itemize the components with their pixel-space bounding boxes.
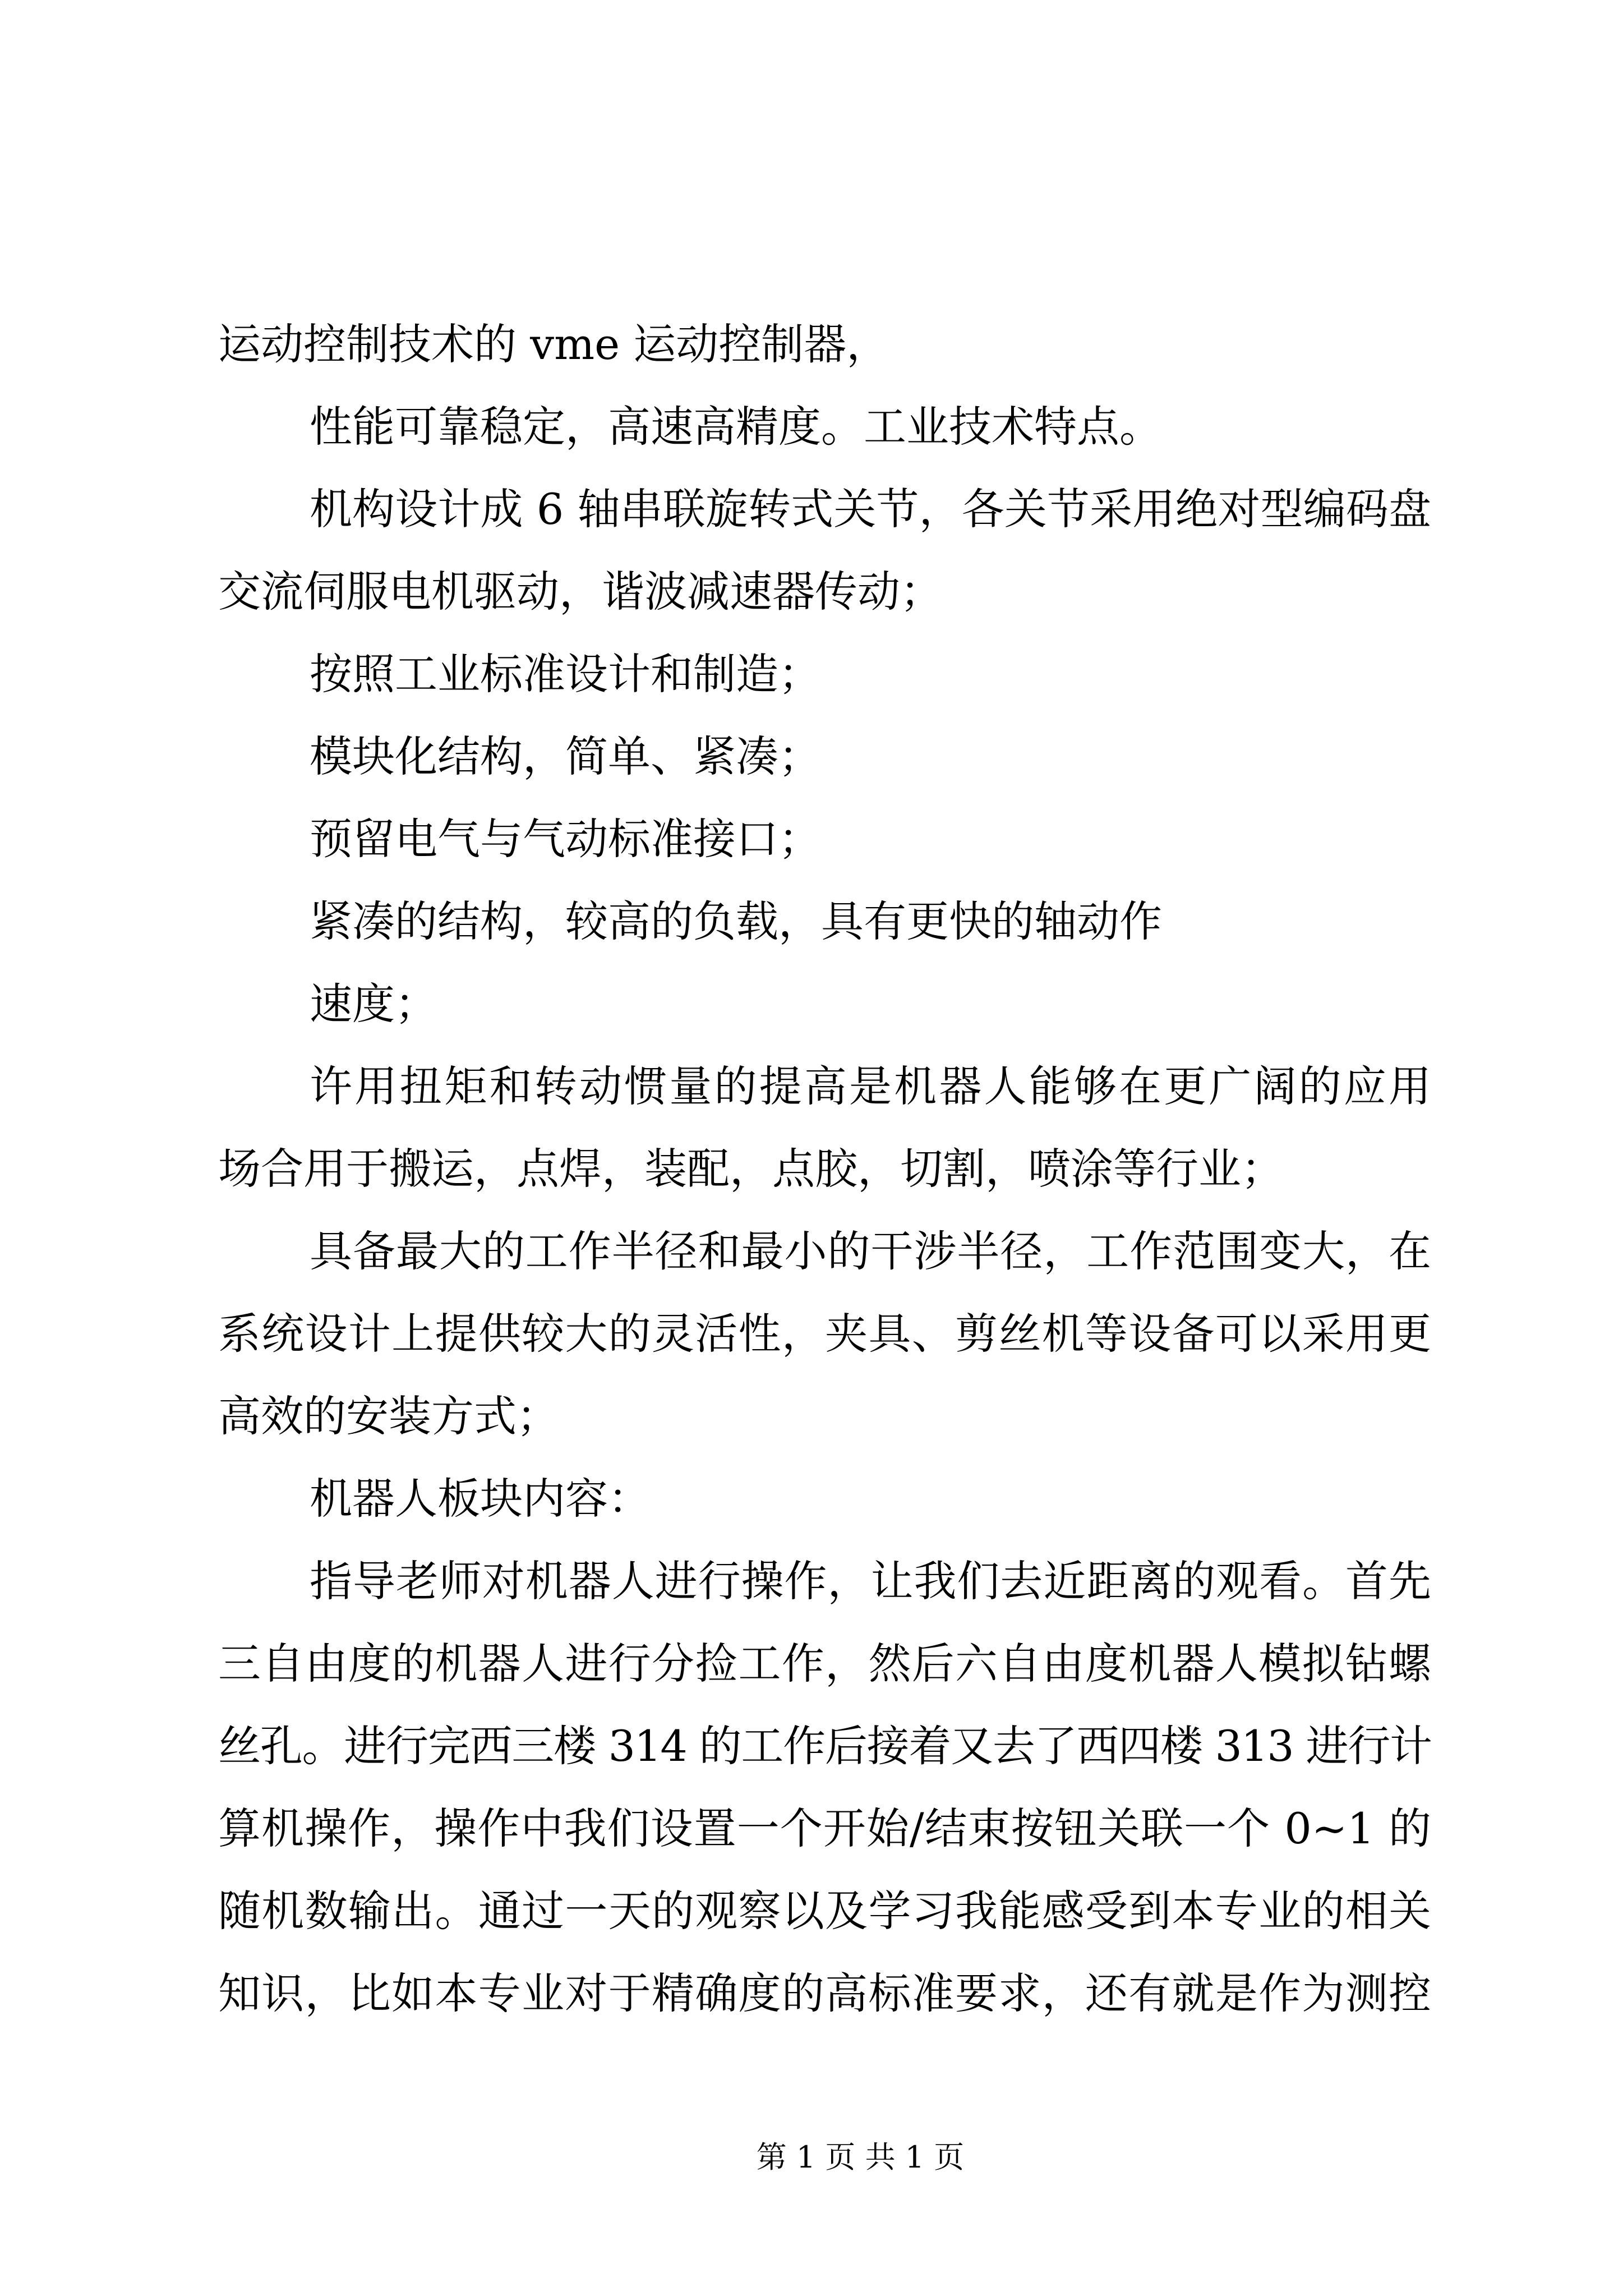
section-heading-line: 机器人板块内容：	[310, 1474, 651, 1524]
text-line: 算机操作，操作中我们设置一个开始/结束按钮关联一个 0~1 的	[218, 1803, 1431, 1853]
text-line: 性能可靠稳定，高速高精度。工业技术特点。	[310, 402, 1162, 452]
text-line: 知识，比如本专业对于精确度的高标准要求，还有就是作为测控	[218, 1968, 1431, 2018]
text-line: 紧凑的结构，较高的负载，具有更快的轴动作	[310, 896, 1162, 946]
text-line: 随机数输出。通过一天的观察以及学习我能感受到本专业的相关	[218, 1886, 1431, 1936]
text-line: 高效的安装方式；	[218, 1391, 559, 1441]
body-text	[218, 303, 1431, 2035]
text-line: 许用扭矩和转动惯量的提高是机器人能够在更广阔的应用	[310, 1061, 1431, 1111]
text-line: 三自由度的机器人进行分捡工作，然后六自由度机器人模拟钻螺	[218, 1639, 1431, 1688]
text-line: 运动控制技术的 vme 运动控制器，	[218, 319, 889, 369]
text-line: 指导老师对机器人进行操作，让我们去近距离的观看。首先	[310, 1556, 1431, 1606]
text-line: 速度；	[310, 979, 437, 1029]
text-line: 丝孔。进行完西三楼 314 的工作后接着又去了西四楼 313 进行计	[218, 1721, 1431, 1771]
text-line: 预留电气与气动标准接口；	[310, 814, 821, 864]
text-line: 具备最大的工作半径和最小的干涉半径，工作范围变大，在	[310, 1226, 1431, 1276]
page-footer: 第 1 页 共 1 页	[756, 2139, 965, 2175]
text-line: 按照工业标准设计和制造；	[310, 649, 821, 699]
text-line: 机构设计成 6 轴串联旋转式关节，各关节采用绝对型编码盘	[310, 484, 1431, 534]
text-line: 系统设计上提供较大的灵活性，夹具、剪丝机等设备可以采用更	[218, 1309, 1431, 1359]
text-line: 场合用于搬运，点焊，装配，点胶，切割，喷涂等行业；	[218, 1144, 1284, 1194]
text-line: 交流伺服电机驱动，谐波减速器传动；	[218, 567, 943, 616]
text-line: 模块化结构，简单、紧凑；	[310, 731, 821, 781]
